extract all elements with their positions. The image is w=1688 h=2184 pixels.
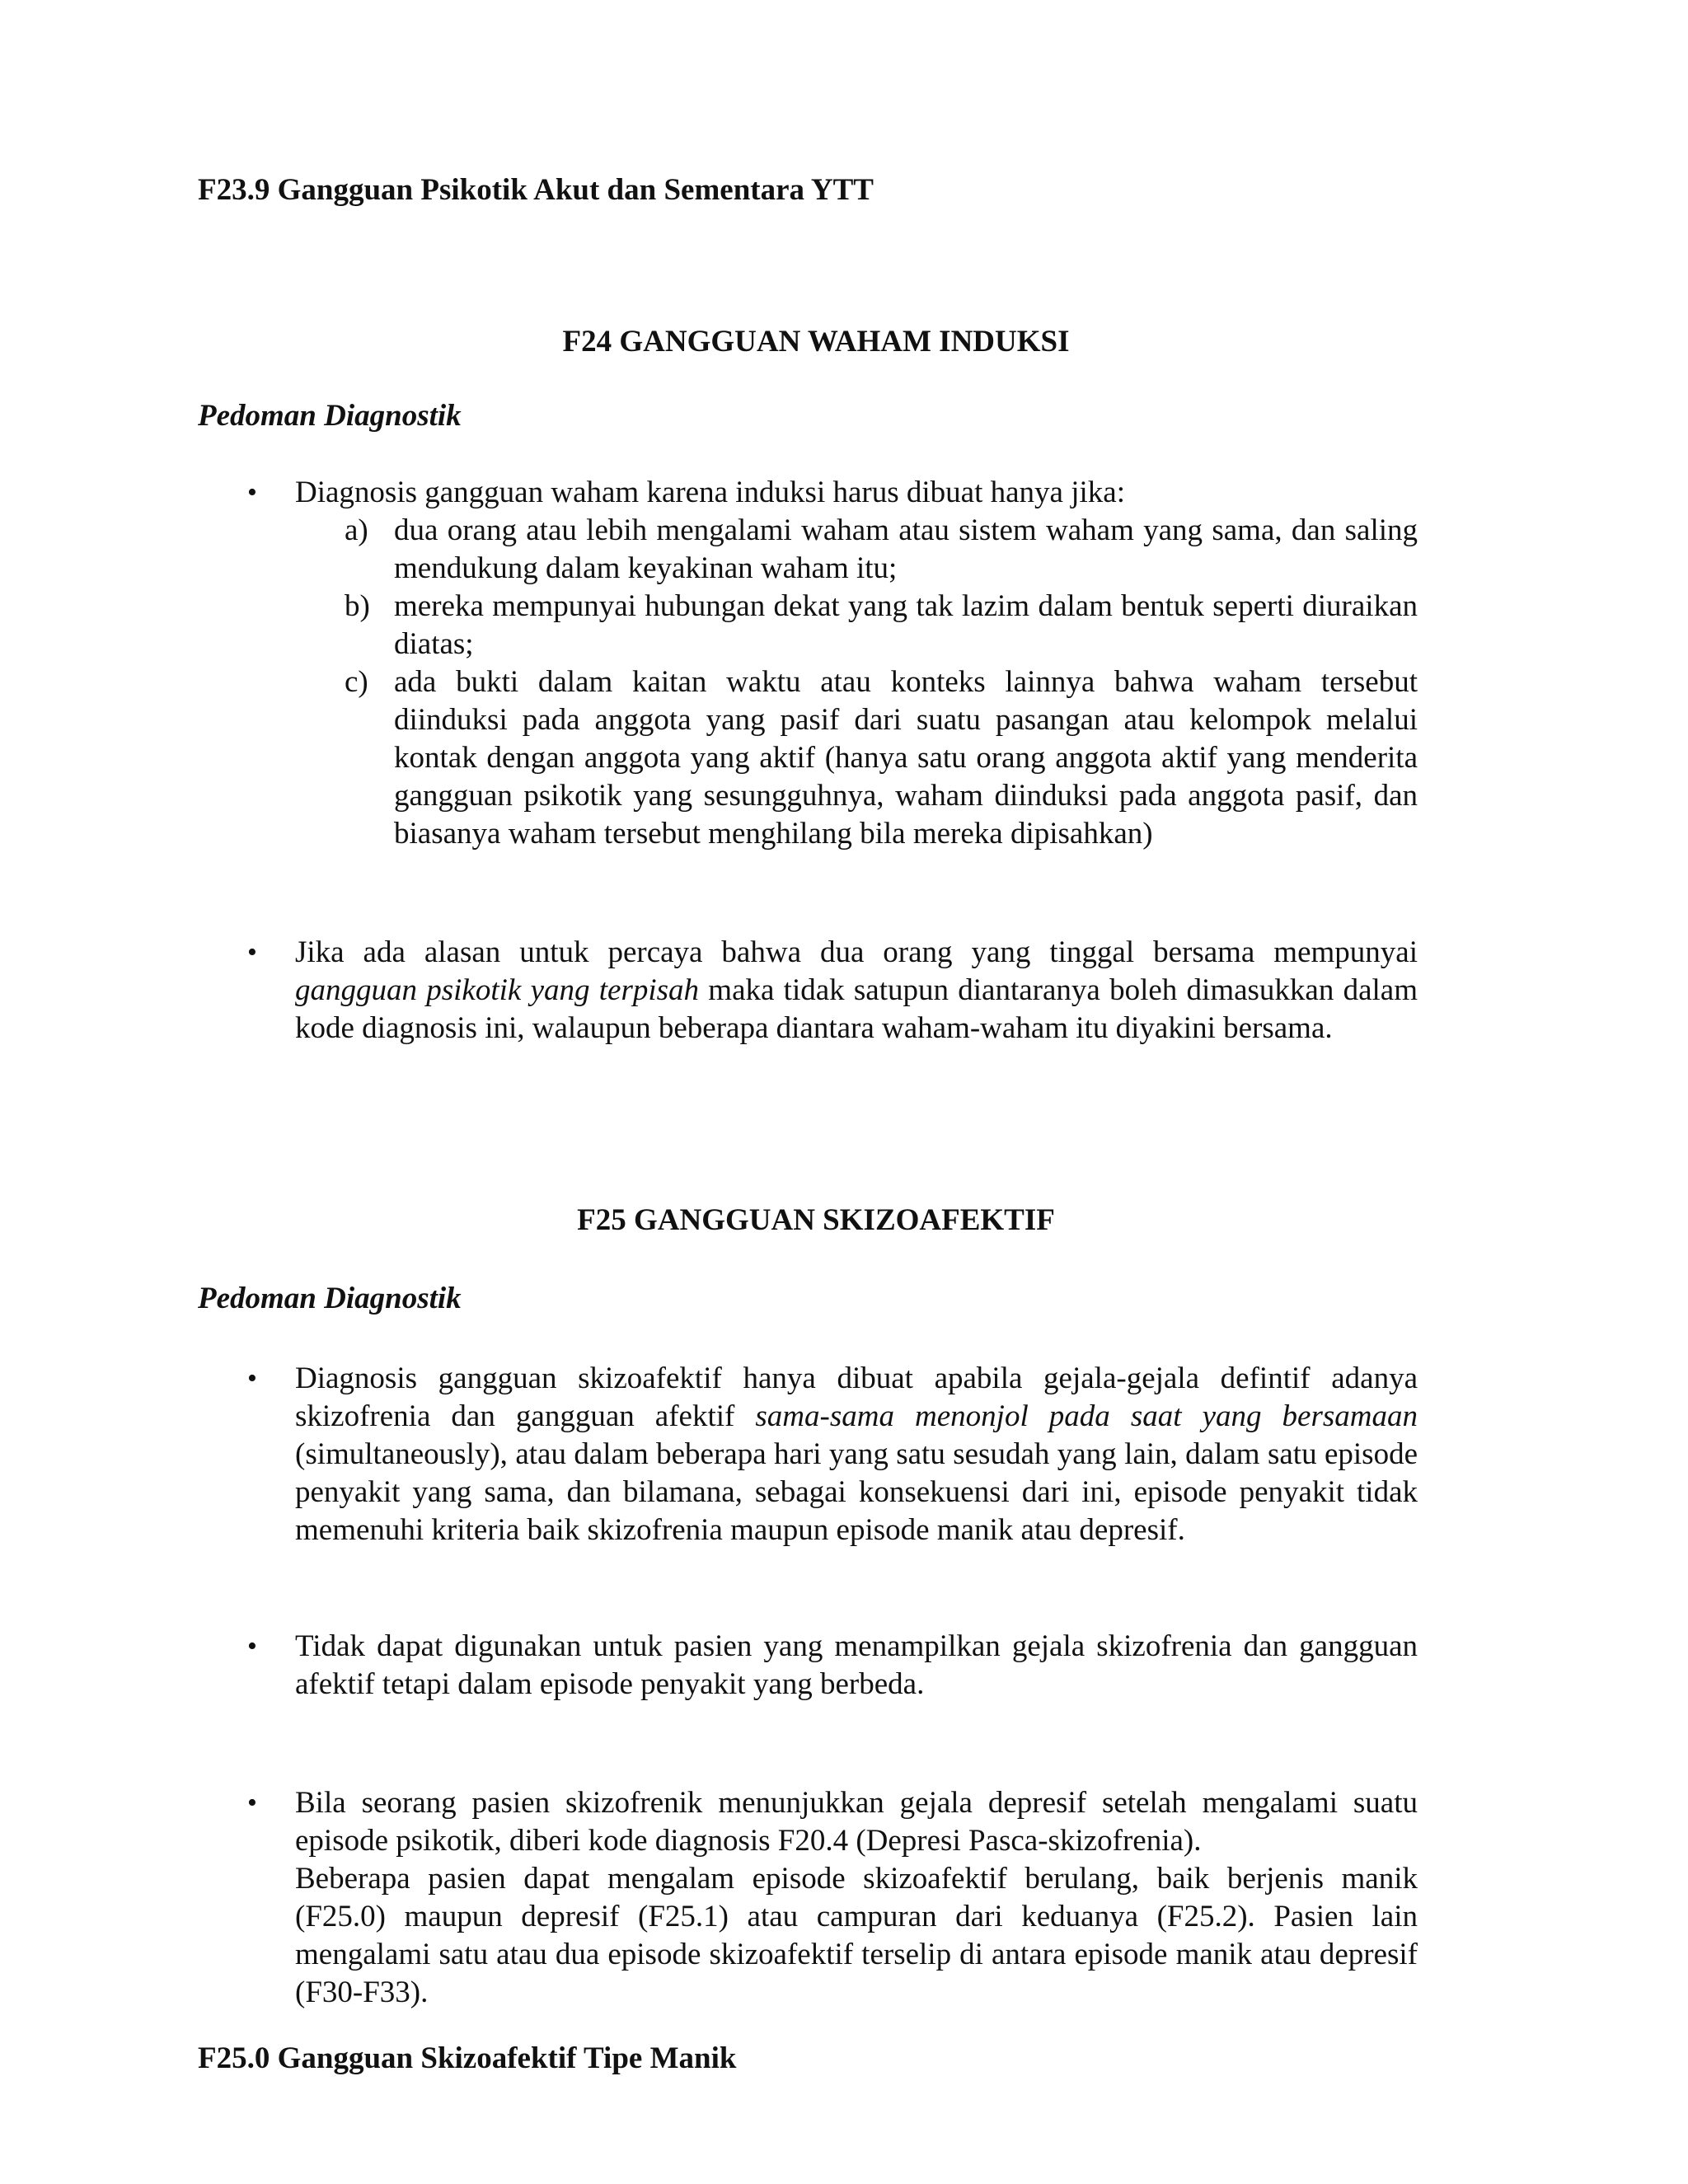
list-marker: b) — [345, 589, 370, 623]
list-marker: a) — [345, 513, 368, 547]
heading-f23-9: F23.9 Gangguan Psikotik Akut dan Sementara YTT — [198, 173, 874, 207]
f24-bullet-2 — [247, 934, 1418, 1047]
f25-bullet-2-text: Tidak dapat digunakan untuk pasien yang menampilkan gejala skizofrenia dan gangguan afektif tetapi dalam episode penyakit yang berbeda. — [295, 1629, 1418, 1701]
section-title-f25: F25 GANGGUAN SKIZOAFEKTIF — [577, 1203, 1055, 1237]
f25-bullet-1-text — [295, 1360, 1418, 1549]
list-item-text: ada bukti dalam kaitan waktu atau konteks lainnya bahwa waham tersebut diinduksi pada anggota yang pasif dari suatu pasangan atau kelompok melalui kontak dengan anggota yang aktif (hanya satu orang anggota aktif yang menderita gangguan psikotik yang sesungguhnya, waham diinduksi pada anggota pasif, dan biasanya waham tersebut menghilang bila mereka dipisahkan) — [394, 665, 1418, 851]
subhead-pedoman-f24: Pedoman Diagnostik — [198, 399, 462, 433]
bullet-dot: • — [247, 477, 257, 508]
text-run: Jika ada alasan untuk percaya bahwa dua orang yang tinggal bersama mempunyai — [295, 935, 1418, 969]
bullet-dot: • — [247, 1788, 257, 1818]
f24-bullet-1 — [247, 474, 1418, 853]
f24-bullet-2-text — [295, 934, 1418, 1047]
f24-criteria-list — [295, 512, 1418, 853]
f24-bullet-1-intro: Diagnosis gangguan waham karena induksi harus dibuat hanya jika: — [295, 476, 1125, 509]
italic-run: gangguan psikotik yang terpisah — [295, 973, 700, 1007]
text-run: Diagnosis gangguan skizoafektif hanya dibuat apabila gejala-gejala defintif adanya skizofrenia dan gangguan afektif — [295, 1361, 1418, 1433]
bullet-dot: • — [247, 937, 257, 968]
f25-bullet-2 — [247, 1628, 1418, 1704]
section-title-f24: F24 GANGGUAN WAHAM INDUKSI — [562, 325, 1070, 359]
f25-bullet-3 — [247, 1784, 1418, 2012]
text-run: (simultaneously), atau dalam beberapa hari yang satu sesudah yang lain, dalam satu episode penyakit yang sama, dan bilamana, sebagai konsekuensi dari ini, episode penyakit tidak memenuhi kriteria baik skizofrenia maupun episode manik atau depresif. — [295, 1437, 1418, 1547]
f25-bullet-1 — [247, 1360, 1418, 1549]
list-item — [295, 588, 1418, 663]
f25-bullet-3-p2: Beberapa pasien dapat mengalam episode skizoafektif berulang, baik berjenis manik (F25.0) maupun depresif (F25.1) atau campuran dari keduanya (F25.2). Pasien lain mengalami satu atau dua episode skizoafektif terselip di antara episode manik atau depresif (F30-F33). — [295, 1862, 1418, 2009]
list-item-text: dua orang atau lebih mengalami waham atau sistem waham yang sama, dan saling mendukung dalam keyakinan waham itu; — [394, 513, 1418, 585]
italic-run: sama-sama menonjol pada saat yang bersamaan — [755, 1399, 1418, 1433]
list-marker: c) — [345, 665, 368, 699]
text-run: maka tidak satupun diantaranya boleh dimasukkan dalam kode diagnosis ini, walaupun beberapa diantara waham-waham itu diyakini bersama. — [295, 973, 1418, 1045]
list-item-text: mereka mempunyai hubungan dekat yang tak lazim dalam bentuk seperti diuraikan diatas; — [394, 589, 1418, 661]
f25-bullet-3-p1: Bila seorang pasien skizofrenik menunjukkan gejala depresif setelah mengalami suatu episode psikotik, diberi kode diagnosis F20.4 (Depresi Pasca-skizofrenia). — [295, 1786, 1418, 1858]
bullet-dot: • — [247, 1631, 257, 1661]
bullet-dot: • — [247, 1363, 257, 1394]
list-item — [295, 663, 1418, 853]
heading-f25-0: F25.0 Gangguan Skizoafektif Tipe Manik — [198, 2041, 737, 2075]
subhead-pedoman-f25: Pedoman Diagnostik — [198, 1282, 462, 1315]
list-item — [295, 512, 1418, 588]
